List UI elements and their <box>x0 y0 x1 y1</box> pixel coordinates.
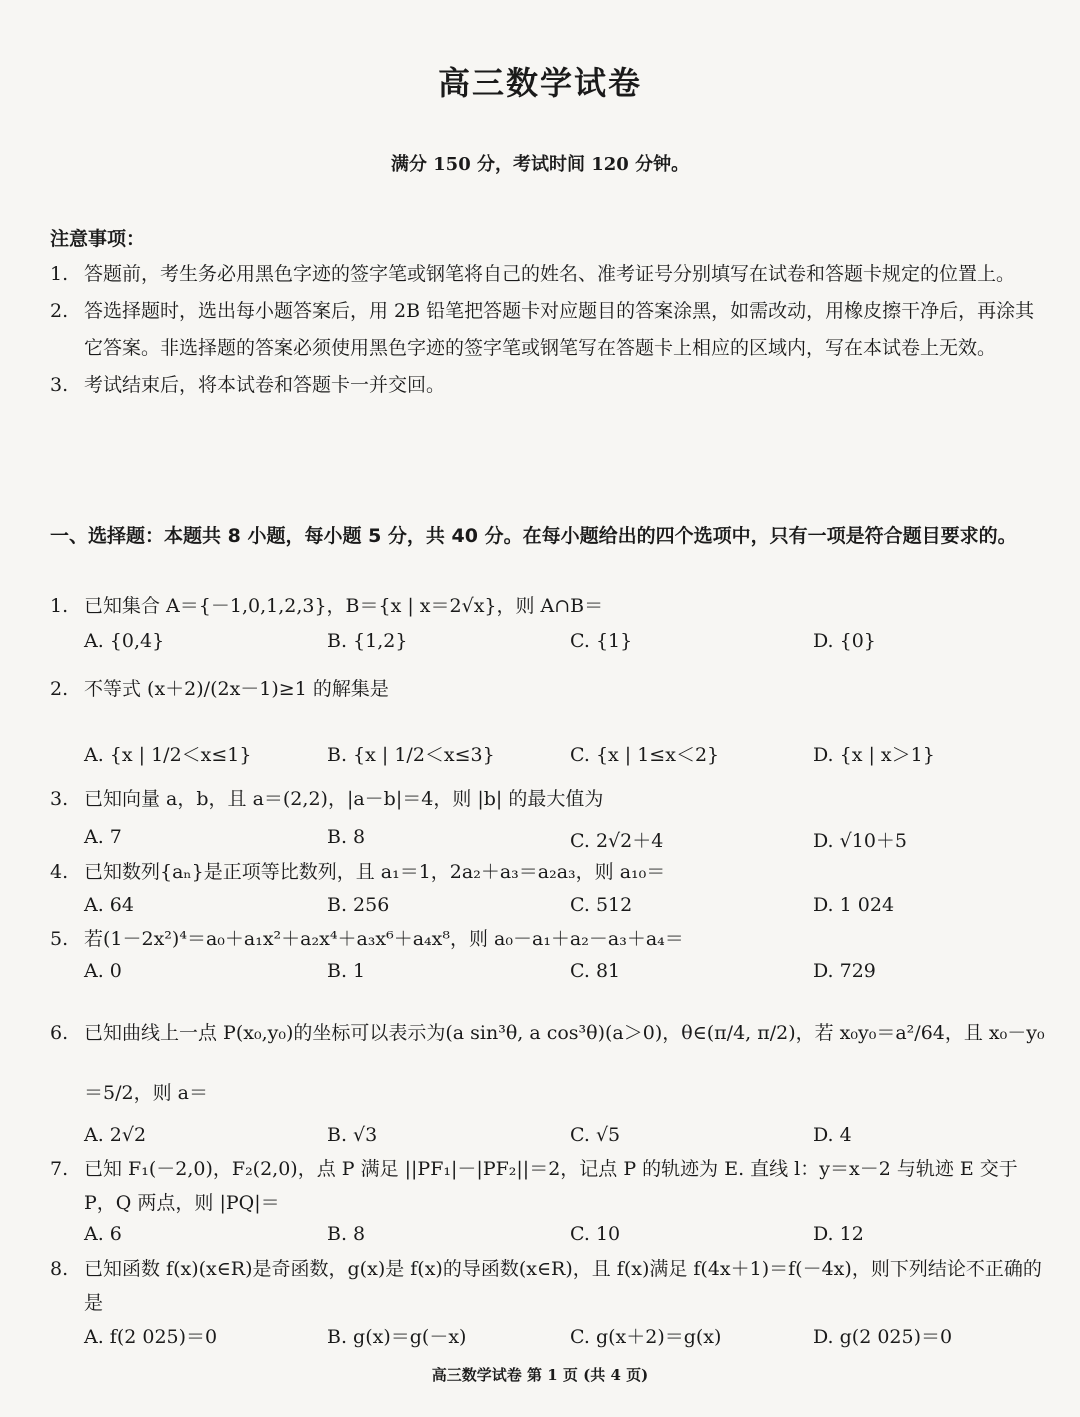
page-title: 高三数学试卷 <box>437 64 642 102</box>
option-c: C. {x | 1≤x＜2} <box>570 744 720 766</box>
option-b: B. 8 <box>327 1223 366 1245</box>
question-1: 1. 已知集合 A＝{－1,0,1,2,3}，B＝{x | x＝2√x}，则 A∩B＝ <box>50 595 604 617</box>
option-d: D. √10＋5 <box>813 830 908 852</box>
notice-heading: 注意事项： <box>50 228 146 250</box>
question-5-options <box>84 960 1064 982</box>
option-d: D. 12 <box>813 1223 864 1245</box>
question-6: 6. 已知曲线上一点 P(x₀,y₀)的坐标可以表示为(a sin³θ, a cos³θ)(a＞0)，θ∈(π/4, π/2)，若 x₀y₀＝a²/64，且 x₀－y₀＝5/2，则 a＝ <box>50 1022 1045 1104</box>
option-b: B. 256 <box>327 894 390 916</box>
option-b: B. √3 <box>327 1124 378 1146</box>
option-a: A. 64 <box>84 894 134 916</box>
option-d: D. {0} <box>813 630 876 652</box>
question-3: 3. 已知向量 a，b，且 a＝(2,2)，|a－b|＝4，则 |b| 的最大值为 <box>50 788 604 810</box>
exam-info: 满分 150 分，考试时间 120 分钟。 <box>390 154 690 175</box>
question-4-options <box>84 894 1064 916</box>
option-d: D. 4 <box>813 1124 852 1146</box>
question-7: 7. 已知 F₁(－2,0)，F₂(2,0)，点 P 满足 ||PF₁|－|PF₂||＝2，记点 P 的轨迹为 E. 直线 l：y＝x－2 与轨迹 E 交于 P，Q 两点，则 |PQ|＝ <box>50 1158 1018 1214</box>
question-6-options <box>84 1124 1064 1146</box>
option-a: A. 7 <box>84 826 122 848</box>
option-c: C. 81 <box>570 960 621 982</box>
option-c: C. g(x＋2)＝g(x) <box>570 1326 722 1348</box>
option-d: D. 729 <box>813 960 876 982</box>
notice-item: 3. 考试结束后，将本试卷和答题卡一并交回。 <box>50 374 446 396</box>
option-d: D. {x | x＞1} <box>813 744 935 766</box>
option-a: A. {x | 1/2＜x≤1} <box>84 744 252 766</box>
question-2: 2. 不等式 (x＋2)/(2x－1)≥1 的解集是 <box>50 678 389 700</box>
question-8-options <box>84 1322 1064 1349</box>
option-b: B. 1 <box>327 960 366 982</box>
question-5: 5. 若(1－2x²)⁴＝a₀＋a₁x²＋a₂x⁴＋a₃x⁶＋a₄x⁸，则 a₀－a₁＋a₂－a₃＋a₄＝ <box>50 928 684 950</box>
option-b: B. 8 <box>327 826 366 848</box>
section-heading: 一、选择题：本题共 8 小题，每小题 5 分，共 40 分。在每小题给出的四个选项中，只有一项是符合题目要求的。 <box>50 525 1017 547</box>
option-a: A. 0 <box>84 960 122 982</box>
option-a: A. 2√2 <box>84 1124 147 1146</box>
question-8: 8. 已知函数 f(x)(x∈R)是奇函数，g(x)是 f(x)的导函数(x∈R)，且 f(x)满足 f(4x＋1)＝f(－4x)，则下列结论不正确的是 <box>50 1258 1042 1314</box>
page-footer: 高三数学试卷 第 1 页 (共 4 页) <box>431 1366 649 1384</box>
option-c: C. 512 <box>570 894 633 916</box>
option-b: B. {x | 1/2＜x≤3} <box>327 744 495 766</box>
option-b: B. {1,2} <box>327 630 408 652</box>
question-1-options <box>84 630 1064 652</box>
option-a: A. {0,4} <box>84 630 165 652</box>
option-a: A. 6 <box>84 1223 122 1245</box>
question-3-options <box>84 826 1064 853</box>
option-a: A. f(2 025)＝0 <box>84 1326 218 1348</box>
notice-list <box>50 256 1050 404</box>
question-2-options <box>84 740 1064 767</box>
notice-item: 1. 答题前，考生务必用黑色字迹的签字笔或钢笔将自己的姓名、准考证号分别填写在试卷和答题卡规定的位置上。 <box>50 263 1016 285</box>
question-7-options <box>84 1223 1064 1245</box>
option-d: D. 1 024 <box>813 894 895 916</box>
question-4: 4. 已知数列{aₙ}是正项等比数列，且 a₁＝1，2a₂＋a₃＝a₂a₃，则 a₁₀＝ <box>50 861 666 883</box>
option-d: D. g(2 025)＝0 <box>813 1326 953 1348</box>
option-c: C. √5 <box>570 1124 621 1146</box>
option-b: B. g(x)＝g(－x) <box>327 1326 467 1348</box>
notice-item: 2. 答选择题时，选出每小题答案后，用 2B 铅笔把答题卡对应题目的答案涂黑，如需改动，用橡皮擦干净后，再涂其它答案。非选择题的答案必须使用黑色字迹的签字笔或钢笔写在答题卡上相应的区域内，写在本试卷上无效。 <box>50 300 1035 359</box>
option-c: C. 10 <box>570 1223 621 1245</box>
option-c: C. {1} <box>570 630 633 652</box>
option-c: C. 2√2＋4 <box>570 830 664 852</box>
